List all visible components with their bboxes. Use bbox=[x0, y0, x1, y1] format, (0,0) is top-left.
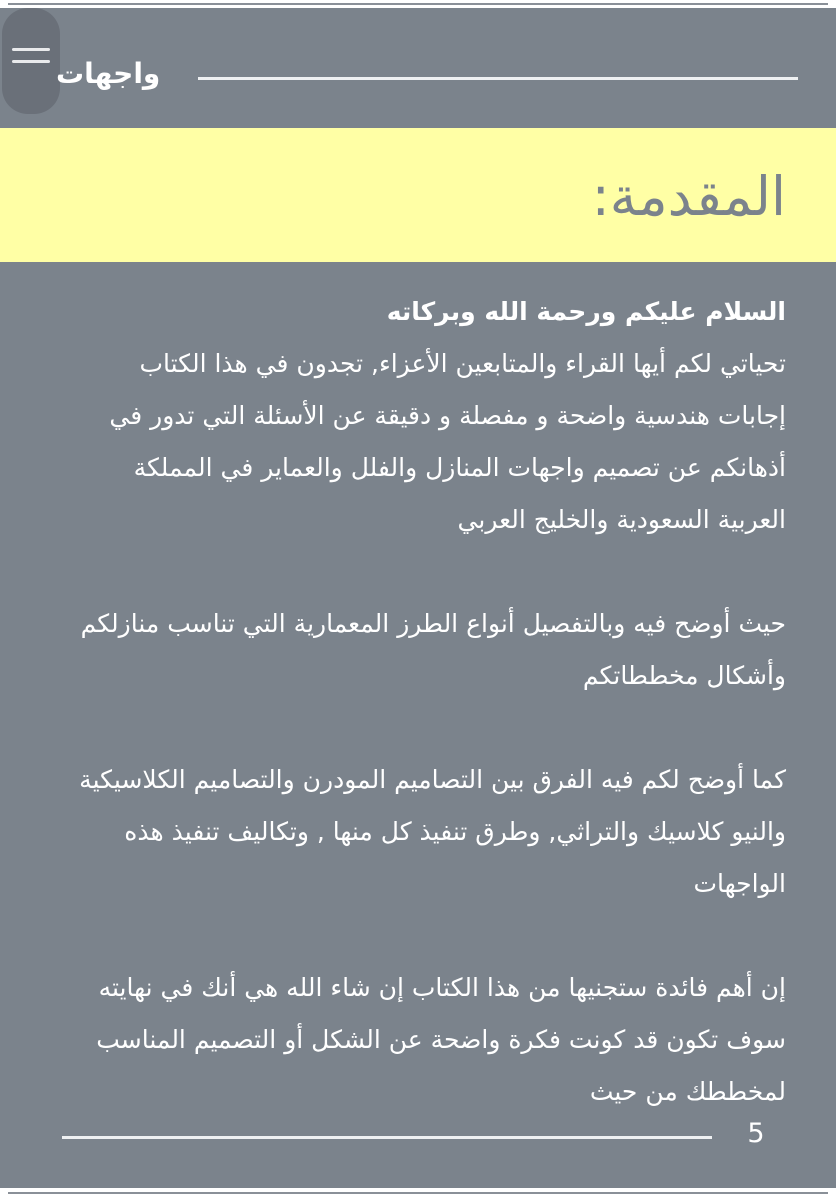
paragraph: كما أوضح لكم فيه الفرق بين التصاميم المودرن والتصاميم الكلاسيكية والنيو كلاسيك والتراثي, وطرق تنفيذ كل منها , وتكاليف تنفيذ هذه الواجهات bbox=[79, 765, 786, 898]
menu-button[interactable] bbox=[2, 8, 60, 114]
page-number: 5 bbox=[747, 1118, 765, 1149]
header-divider bbox=[198, 77, 798, 80]
footer-divider bbox=[62, 1136, 712, 1139]
paragraph-text: تحياتي لكم أيها القراء والمتابعين الأعزاء, تجدون في هذا الكتاب إجابات هندسية واضحة و مفصلة و دقيقة عن الأسئلة التي تدور في أذهانكم عن تصميم واجهات المنازل والفلل والعماير في المملكة العربية السعودية والخليج العربي bbox=[109, 349, 786, 534]
bottom-border bbox=[0, 1188, 836, 1200]
greeting: السلام عليكم ورحمة الله وبركاته bbox=[386, 297, 786, 326]
paragraph: حيث أوضح فيه وبالتفصيل أنواع الطرز المعمارية التي تناسب منازلكم وأشكال مخططاتكم bbox=[80, 609, 786, 690]
book-title: واجهات bbox=[56, 57, 161, 90]
paragraph bbox=[76, 286, 786, 546]
paragraph: إن أهم فائدة ستجنيها من هذا الكتاب إن شاء الله هي أنك في نهايته سوف تكون قد كونت فكرة واضحة عن الشكل أو التصميم المناسب لمخططك من حيث bbox=[96, 973, 786, 1106]
body-text bbox=[76, 286, 786, 1170]
section-title: المقدمة: bbox=[591, 165, 786, 228]
top-border bbox=[0, 0, 836, 8]
